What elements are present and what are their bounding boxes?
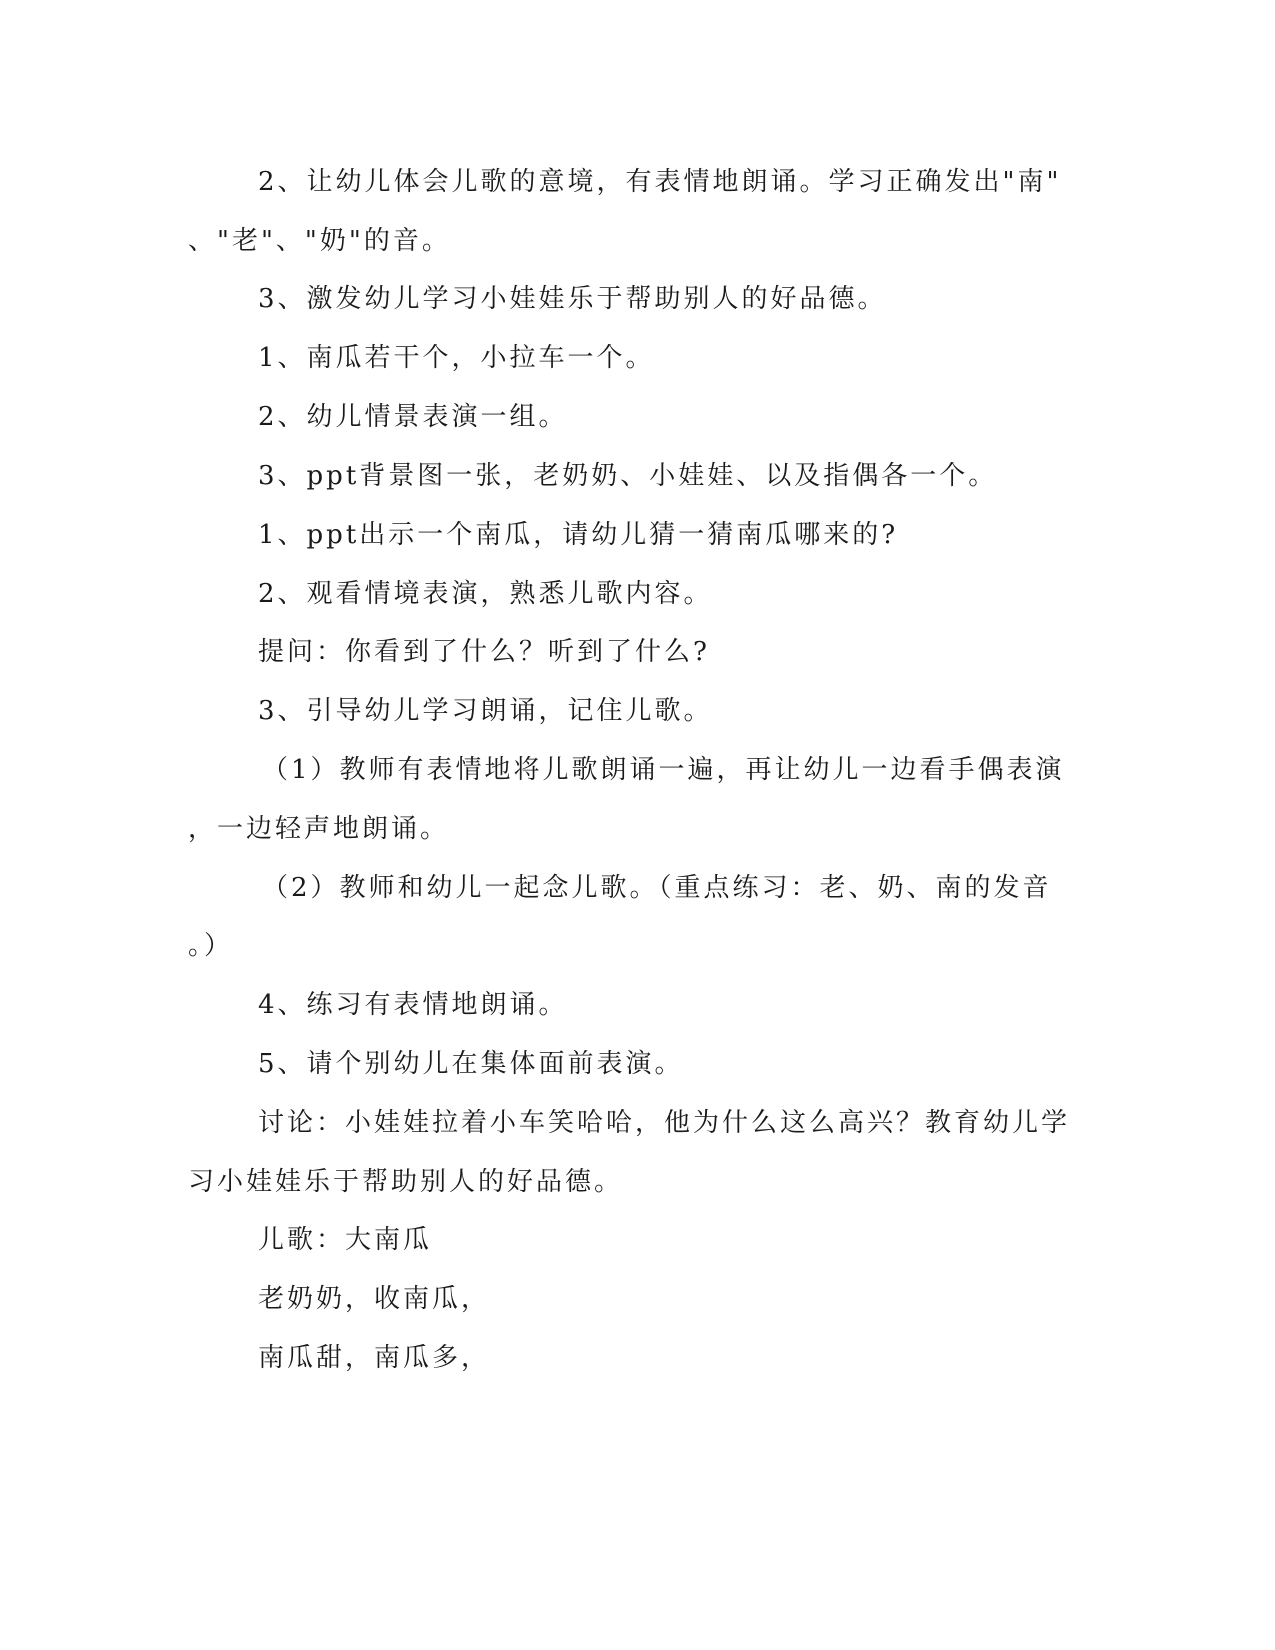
text-line: 提问：你看到了什么？听到了什么? <box>258 637 710 667</box>
text-line: 讨论：小娃娃拉着小车笑哈哈，他为什么这么高兴？教育幼儿学 <box>258 1108 1071 1138</box>
text-line: （1）教师有表情地将儿歌朗诵一遍，再让幼儿一边看手偶表演 <box>262 755 1065 785</box>
poem-line: 老奶奶，收南瓜， <box>258 1284 491 1314</box>
text-line: 。） <box>188 931 234 961</box>
text-line: 4、练习有表情地朗诵。 <box>258 990 568 1020</box>
text-line: 3、引导幼儿学习朗诵，记住儿歌。 <box>258 696 713 726</box>
text-line: 2、幼儿情景表演一组。 <box>258 402 568 432</box>
text-line: 2、观看情境表演，熟悉儿歌内容。 <box>258 579 713 609</box>
text-line: 3、ppt背景图一张，老奶奶、小娃娃、以及指偶各一个。 <box>258 461 998 491</box>
text-line: 1、ppt出示一个南瓜，请幼儿猜一猜南瓜哪来的? <box>258 520 899 550</box>
poem-title: 儿歌：大南瓜 <box>258 1225 433 1255</box>
text-line: 1、南瓜若干个，小拉车一个。 <box>258 343 655 373</box>
text-line: ，一边轻声地朗诵。 <box>188 814 450 844</box>
text-line: 2、让幼儿体会儿歌的意境，有表情地朗诵。学习正确发出"南" <box>258 167 1062 197</box>
text-line: 3、激发幼儿学习小娃娃乐于帮助别人的好品德。 <box>258 284 887 314</box>
text-line: 5、请个别幼儿在集体面前表演。 <box>258 1049 684 1079</box>
text-line: 、"老"、"奶"的音。 <box>188 226 451 256</box>
text-line: 习小娃娃乐于帮助别人的好品德。 <box>188 1167 624 1197</box>
poem-line: 南瓜甜，南瓜多， <box>258 1343 491 1373</box>
text-line: （2）教师和幼儿一起念儿歌。（重点练习：老、奶、南的发音 <box>262 873 1052 903</box>
